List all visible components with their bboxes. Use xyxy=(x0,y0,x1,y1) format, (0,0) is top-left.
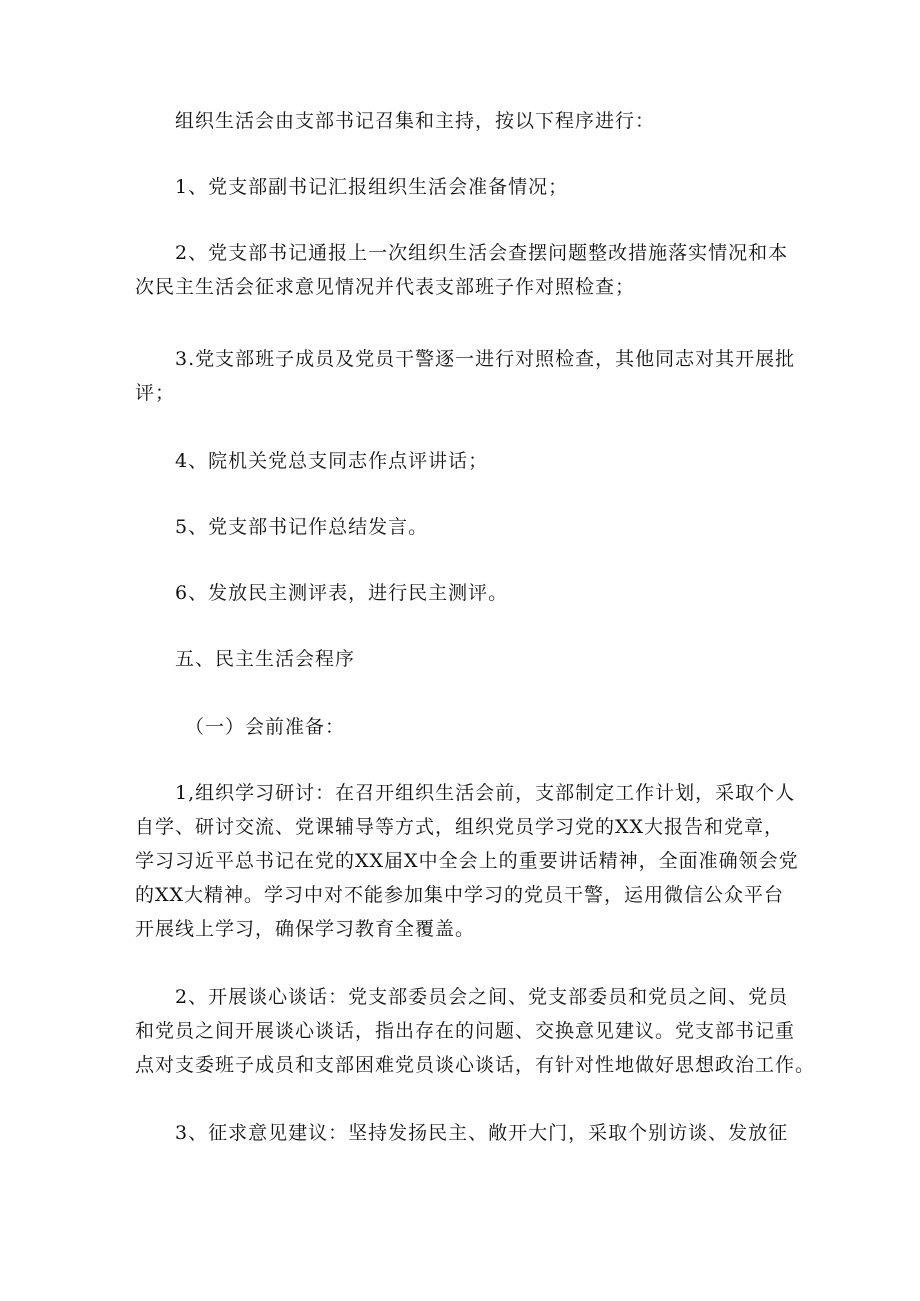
text-line: 2、开展谈心谈话：党支部委员会之间、党支部委员和党员之间、党员 xyxy=(175,986,789,1008)
paragraph-step-3 xyxy=(135,342,835,376)
text-line: 次民主生活会征求意见情况并代表支部班子作对照检查； xyxy=(135,276,636,298)
text-line: 五、民主生活会程序 xyxy=(175,648,356,670)
text-line: 4、院机关党总支同志作点评讲话； xyxy=(175,450,489,472)
paragraph-study xyxy=(135,776,799,946)
text-line: 2、党支部书记通报上一次组织生活会查摆问题整改措施落实情况和本 xyxy=(175,242,789,264)
text-line: 1,组织学习研讨：在召开组织生活会前，支部制定工作计划，采取个人 xyxy=(175,782,796,804)
text-line: 和党员之间开展谈心谈话，指出存在的问题、交换意见建议。党支部书记重 xyxy=(135,1020,796,1042)
text-line: 3.党支部班子成员及党员干警逐一进行对照检查，其他同志对其开展批 xyxy=(175,348,796,370)
paragraph-step-2 xyxy=(135,236,835,270)
text-line: 6、发放民主测评表，进行民主测评。 xyxy=(175,582,509,604)
subsection-heading xyxy=(135,710,845,744)
section-heading xyxy=(135,642,835,676)
text-line: 点对支委班子成员和支部困难党员谈心谈话，有针对性地做好思想政治工作。 xyxy=(135,1054,816,1076)
paragraph-step-6 xyxy=(135,576,835,610)
text-line: 5、党支部书记作总结发言。 xyxy=(175,516,429,538)
text-line: 的XX大精神。学习中对不能参加集中学习的党员干警，运用微信公众平台 xyxy=(135,884,785,906)
paragraph-intro xyxy=(135,104,835,138)
text-line: 学习习近平总书记在党的XX届X中全会上的重要讲话精神，全面准确领会党 xyxy=(135,850,799,872)
text-line: 组织生活会由支部书记召集和主持，按以下程序进行： xyxy=(175,110,656,132)
paragraph-opinions xyxy=(135,1116,835,1150)
text-line: （一）会前准备： xyxy=(185,716,346,738)
paragraph-step-3-cont xyxy=(135,376,795,410)
paragraph-talks xyxy=(135,980,816,1082)
text-line: 开展线上学习，确保学习教育全覆盖。 xyxy=(135,918,476,940)
text-line: 评； xyxy=(135,382,176,404)
text-line: 自学、研讨交流、党课辅导等方式，组织党员学习党的XX大报告和党章， xyxy=(135,816,785,838)
paragraph-step-1 xyxy=(135,170,835,204)
text-line: 1、党支部副书记汇报组织生活会准备情况； xyxy=(175,176,569,198)
paragraph-step-2-cont xyxy=(135,270,795,304)
paragraph-step-5 xyxy=(135,510,835,544)
paragraph-step-4 xyxy=(135,444,835,478)
text-line: 3、征求意见建议：坚持发扬民主、敞开大门，采取个别访谈、发放征 xyxy=(175,1122,789,1144)
